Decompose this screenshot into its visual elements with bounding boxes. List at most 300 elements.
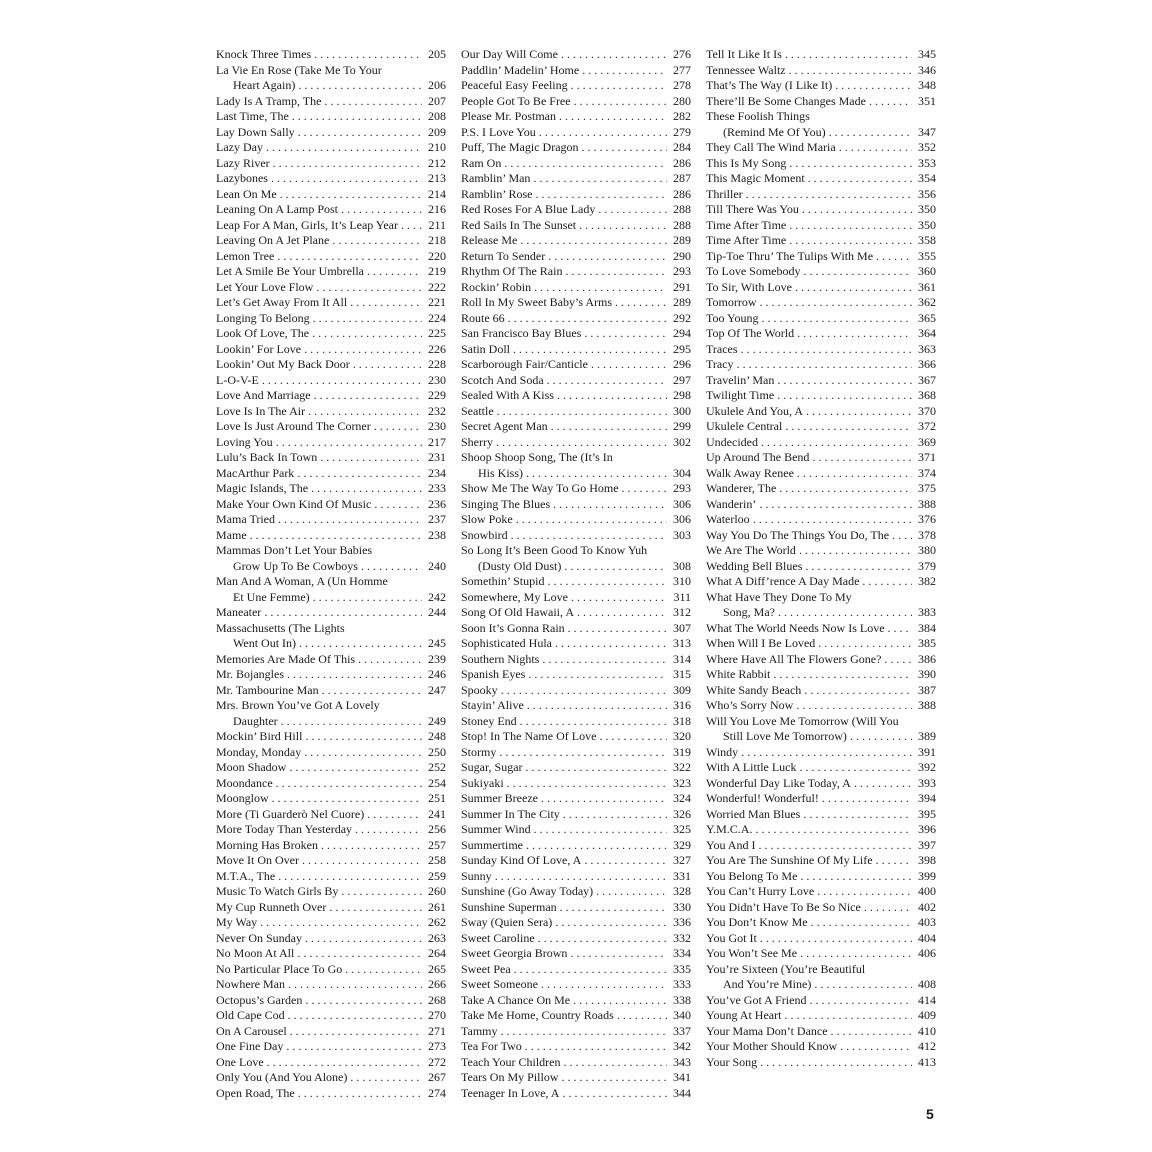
dot-leader [784, 1008, 912, 1024]
index-entry [461, 311, 691, 327]
entry-title-line [216, 605, 446, 621]
entry-page-number: 406 [918, 946, 936, 960]
dot-leader [298, 1086, 422, 1102]
entry-page-number: 413 [918, 1054, 936, 1069]
entry-title: Rockin’ Robin [461, 279, 532, 294]
entry-title-line [216, 125, 446, 141]
index-entry [461, 404, 691, 420]
entry-title: You Don’t Know Me [706, 915, 808, 929]
entry-title-line [706, 590, 936, 606]
dot-leader [313, 590, 422, 606]
dot-leader [299, 636, 422, 652]
entry-page-number: 324 [673, 791, 691, 805]
index-entry [706, 822, 936, 838]
dot-leader [797, 466, 912, 482]
entry-title-line [216, 435, 446, 451]
entry-title-line [216, 311, 446, 327]
entry-title: Scotch And Soda [461, 372, 544, 387]
entry-title-line [216, 1008, 446, 1024]
entry-page-number: 350 [918, 217, 936, 232]
entry-title-line [461, 156, 691, 172]
entry-title: Went Out In) [233, 636, 297, 650]
entry-title-line [216, 171, 446, 187]
index-entry [216, 993, 446, 1009]
entry-title: Satin Doll [461, 341, 511, 356]
entry-title-line [706, 295, 936, 311]
entry-title-line [706, 373, 936, 389]
entry-title-line [216, 977, 446, 993]
entry-title-line [706, 915, 936, 931]
entry-title: Your Mama Don’t Dance [706, 1023, 828, 1038]
index-entry [216, 450, 446, 466]
entry-title-line [461, 280, 691, 296]
index-entry [216, 853, 446, 869]
index-entry [706, 1008, 936, 1024]
entry-page-number: 222 [428, 279, 446, 294]
index-entry [706, 698, 936, 714]
index-entry [706, 295, 936, 311]
dot-leader [367, 264, 422, 280]
index-entry [461, 63, 691, 79]
dot-leader [288, 977, 422, 993]
index-entry [216, 667, 446, 683]
entry-title-continuation [706, 729, 936, 745]
entry-title-line [461, 838, 691, 854]
entry-title-line [461, 264, 691, 280]
dot-leader [298, 78, 422, 94]
index-entry [706, 807, 936, 823]
index-entry [706, 94, 936, 110]
entry-title: Twilight Time [706, 388, 775, 402]
entry-page-number: 323 [673, 775, 691, 790]
entry-title: One Love [216, 1054, 264, 1069]
entry-title: And You’re Mine) [723, 977, 812, 991]
entry-title: Octopus’s Garden [216, 992, 303, 1007]
index-entry [461, 295, 691, 311]
entry-title: Longing To Belong [216, 310, 310, 325]
entry-page-number: 390 [918, 667, 936, 681]
entry-page-number: 214 [428, 186, 446, 201]
entry-page-number: 346 [918, 62, 936, 77]
dot-leader [513, 342, 667, 358]
dot-leader [292, 109, 422, 125]
entry-title: Open Road, The [216, 1085, 295, 1100]
entry-title: Till There Was You [706, 202, 799, 216]
dot-leader [250, 528, 422, 544]
entry-page-number: 384 [918, 620, 936, 635]
index-entry [706, 497, 936, 513]
entry-page-number: 376 [918, 512, 936, 526]
entry-page-number: 362 [918, 295, 936, 309]
entry-title: P.S. I Love You [461, 124, 536, 139]
index-entry [706, 481, 936, 497]
index-entry [706, 419, 936, 435]
entry-title-line [706, 280, 936, 296]
index-entry [461, 667, 691, 683]
entry-page-number: 356 [918, 186, 936, 201]
entry-page-number: 296 [673, 357, 691, 371]
entry-page-number: 298 [673, 388, 691, 402]
entry-title-line [461, 745, 691, 761]
entry-title-line [216, 745, 446, 761]
dot-leader [374, 497, 422, 513]
index-entry [706, 450, 936, 466]
entry-page-number: 306 [673, 496, 691, 511]
entry-page-number: 320 [673, 729, 691, 743]
entry-title: Top Of The World [706, 326, 795, 340]
dot-leader [839, 140, 912, 156]
entry-page-number: 289 [673, 295, 691, 309]
entry-title-line [216, 233, 446, 249]
entry-page-number: 370 [918, 403, 936, 418]
index-entry [461, 884, 691, 900]
entry-title-line [461, 357, 691, 373]
entry-page-number: 228 [428, 357, 446, 371]
dot-leader [760, 1055, 912, 1071]
entry-page-number: 286 [673, 155, 691, 170]
dot-leader [501, 683, 667, 699]
entry-page-number: 213 [428, 171, 446, 185]
entry-title-continuation [216, 559, 446, 575]
index-entry [216, 202, 446, 218]
entry-title-line [461, 171, 691, 187]
entry-page-number: 300 [673, 403, 691, 418]
index-entry [706, 1039, 936, 1055]
entry-title-line [461, 187, 691, 203]
entry-title: You Can’t Hurry Love [706, 884, 815, 898]
index-entry [216, 512, 446, 528]
index-entry [461, 94, 691, 110]
dot-leader [541, 791, 667, 807]
entry-page-number: 292 [673, 310, 691, 325]
entry-title-line [216, 497, 446, 513]
index-entry [216, 1086, 446, 1102]
entry-page-number: 299 [673, 419, 691, 433]
entry-title: Somethin’ Stupid [461, 574, 545, 588]
entry-title: Release Me [461, 233, 518, 247]
entry-title-line [706, 1008, 936, 1024]
entry-page-number: 268 [428, 992, 446, 1007]
index-entry [461, 528, 691, 544]
index-entry [461, 791, 691, 807]
entry-title-line [461, 729, 691, 745]
entry-title-line [461, 1024, 691, 1040]
index-entry [461, 962, 691, 978]
entry-title: Show Me The Way To Go Home [461, 481, 619, 495]
index-entry [706, 931, 936, 947]
entry-page-number: 259 [428, 868, 446, 883]
entry-title: Grow Up To Be Cowboys [233, 558, 358, 573]
entry-title: Tea For Two [461, 1039, 522, 1053]
entry-page-number: 258 [428, 853, 446, 867]
entry-title-line [461, 481, 691, 497]
dot-leader [504, 156, 667, 172]
index-entry [216, 419, 446, 435]
entry-page-number: 211 [428, 217, 446, 232]
entry-page-number: 395 [918, 806, 936, 821]
index-entry [216, 264, 446, 280]
dot-leader [561, 47, 667, 63]
entry-title: Sunday Kind Of Love, A [461, 853, 582, 867]
index-entry [216, 140, 446, 156]
dot-leader [547, 574, 667, 590]
entry-title: Let A Smile Be Your Umbrella [216, 264, 364, 278]
entry-title: La Vie En Rose (Take Me To Your [216, 62, 382, 77]
dot-leader [800, 869, 912, 885]
index-entry [706, 528, 936, 544]
entry-page-number: 412 [918, 1039, 936, 1053]
entry-title: Summer In The City [461, 806, 560, 821]
dot-leader [297, 466, 422, 482]
entry-title: Lulu’s Back In Town [216, 450, 318, 464]
entry-page-number: 307 [673, 620, 691, 635]
entry-title-line [216, 698, 446, 714]
index-entry [216, 1055, 446, 1071]
index-entry [216, 962, 446, 978]
entry-title-line [216, 295, 446, 311]
entry-page-number: 212 [428, 155, 446, 170]
index-entry [706, 714, 936, 745]
dot-leader [278, 869, 422, 885]
index-entry [706, 869, 936, 885]
entry-page-number: 309 [673, 682, 691, 697]
index-entry [461, 605, 691, 621]
entry-page-number: 396 [918, 822, 936, 836]
entry-title-line [216, 202, 446, 218]
entry-title-line [216, 683, 446, 699]
index-entry [461, 140, 691, 156]
entry-title: Sunshine Superman [461, 899, 557, 914]
entry-page-number: 297 [673, 372, 691, 387]
dot-leader [584, 853, 667, 869]
entry-title: Loving You [216, 434, 273, 449]
entry-title-line [461, 1055, 691, 1071]
entry-title: Red Sails In The Sunset [461, 217, 577, 232]
dot-leader [741, 745, 912, 761]
dot-leader [584, 326, 667, 342]
entry-page-number: 251 [428, 791, 446, 805]
entry-title: What Have They Done To My [706, 589, 852, 604]
dot-leader [876, 853, 912, 869]
entry-title: Mockin’ Bird Hill [216, 729, 303, 743]
dot-leader [804, 683, 912, 699]
entry-title: Mama Tried [216, 512, 276, 526]
entry-title: Roll In My Sweet Baby’s Arms [461, 295, 613, 309]
entry-page-number: 410 [918, 1023, 936, 1038]
entry-page-number: 210 [428, 140, 446, 154]
entry-page-number: 380 [918, 543, 936, 557]
dot-leader [573, 993, 667, 1009]
entry-title-line [216, 807, 446, 823]
dot-leader [817, 884, 912, 900]
dot-leader [562, 1086, 667, 1102]
entry-title: You Belong To Me [706, 868, 798, 883]
entry-title-line [706, 171, 936, 187]
entry-page-number: 250 [428, 744, 446, 759]
entry-page-number: 288 [673, 217, 691, 232]
entry-title-line [461, 946, 691, 962]
entry-page-number: 288 [673, 202, 691, 216]
dot-leader [541, 977, 667, 993]
entry-title-line [706, 884, 936, 900]
entry-title: You Are The Sunshine Of My Life [706, 853, 873, 867]
entry-title: Song, Ma? [723, 605, 775, 619]
dot-leader [557, 388, 667, 404]
entry-page-number: 388 [918, 496, 936, 511]
entry-title-line [216, 47, 446, 63]
entry-title-line [706, 1039, 936, 1055]
entry-title-line [461, 109, 691, 125]
dot-leader [324, 94, 422, 110]
dot-leader [773, 667, 912, 683]
dot-leader [760, 931, 912, 947]
entry-page-number: 245 [428, 636, 446, 650]
entry-title-line [706, 993, 936, 1009]
index-entry [216, 977, 446, 993]
index-entry [706, 915, 936, 931]
dot-leader [789, 156, 912, 172]
index-entry [706, 171, 936, 187]
index-entry [706, 652, 936, 668]
dot-leader [539, 125, 667, 141]
entry-page-number: 398 [918, 853, 936, 867]
entry-page-number: 341 [673, 1070, 691, 1084]
index-entry [706, 264, 936, 280]
entry-title: They Call The Wind Maria [706, 140, 836, 154]
entry-title: Let Your Love Flow [216, 279, 314, 294]
dot-leader [534, 280, 667, 296]
entry-title-line [706, 109, 936, 125]
index-entry [461, 497, 691, 513]
index-entry [706, 388, 936, 404]
entry-title: Take Me Home, Country Roads [461, 1008, 614, 1022]
index-entry [216, 931, 446, 947]
index-entry [706, 512, 936, 528]
dot-leader [753, 512, 912, 528]
entry-title: San Francisco Bay Blues [461, 326, 582, 340]
entry-title-line [706, 636, 936, 652]
entry-title-line [216, 373, 446, 389]
entry-title: Time After Time [706, 233, 787, 247]
entry-page-number: 399 [918, 868, 936, 883]
dot-leader [538, 931, 667, 947]
index-entry [706, 853, 936, 869]
entry-page-number: 280 [673, 93, 691, 108]
index-entry [216, 869, 446, 885]
entry-page-number: 291 [673, 279, 691, 294]
dot-leader [345, 962, 422, 978]
dot-leader [800, 946, 912, 962]
dot-leader [808, 171, 912, 187]
entry-page-number: 386 [918, 651, 936, 666]
entry-title-line [461, 776, 691, 792]
dot-leader [547, 373, 667, 389]
entry-page-number: 302 [673, 434, 691, 449]
dot-leader [311, 481, 422, 497]
entry-title-line [461, 915, 691, 931]
dot-leader [811, 915, 912, 931]
dot-leader [785, 419, 912, 435]
entry-page-number: 355 [918, 248, 936, 263]
entry-title: This Magic Moment [706, 171, 805, 185]
entry-title: Lookin’ For Love [216, 341, 302, 356]
index-entry [461, 590, 691, 606]
entry-title-continuation [216, 590, 446, 606]
dot-leader [276, 435, 422, 451]
entry-title-line [461, 450, 691, 466]
entry-title-line [216, 853, 446, 869]
entry-title: Memories Are Made Of This [216, 651, 356, 666]
index-entry [461, 233, 691, 249]
index-entry [706, 1024, 936, 1040]
entry-page-number: 239 [428, 651, 446, 666]
entry-page-number: 234 [428, 465, 446, 480]
dot-leader [535, 187, 667, 203]
entry-page-number: 216 [428, 202, 446, 216]
entry-title-line [216, 915, 446, 931]
dot-leader [305, 993, 422, 1009]
index-entry [216, 280, 446, 296]
dot-leader [320, 450, 422, 466]
index-entry [706, 78, 936, 94]
entry-title-line [216, 1024, 446, 1040]
entry-page-number: 260 [428, 884, 446, 898]
dot-leader [350, 295, 422, 311]
entry-title-line [706, 838, 936, 854]
index-entry [461, 481, 691, 497]
entry-page-number: 328 [673, 884, 691, 898]
entry-page-number: 315 [673, 667, 691, 681]
entry-title: Nowhere Man [216, 977, 285, 991]
entry-title-line [706, 47, 936, 63]
index-entry [461, 652, 691, 668]
index-entry [216, 388, 446, 404]
dot-leader [313, 311, 422, 327]
entry-title: Lean On Me [216, 186, 277, 201]
entry-title: Undecided [706, 434, 758, 449]
index-entry [216, 47, 446, 63]
index-entry [216, 156, 446, 172]
entry-page-number: 361 [918, 279, 936, 294]
entry-title: Lazybones [216, 171, 268, 185]
entry-page-number: 312 [673, 605, 691, 619]
dot-leader [290, 1024, 422, 1040]
entry-title: Man And A Woman, A (Un Homme [216, 574, 388, 588]
dot-leader [528, 667, 667, 683]
entry-title-line [216, 621, 446, 637]
index-entry [706, 435, 936, 451]
entry-title-line [461, 1039, 691, 1055]
entry-title: Travelin’ Man [706, 372, 775, 387]
entry-page-number: 409 [918, 1008, 936, 1022]
index-entry [216, 466, 446, 482]
entry-title: People Got To Be Free [461, 93, 571, 108]
entry-title-line [216, 357, 446, 373]
entry-title: White Rabbit [706, 667, 771, 681]
entry-title-line [706, 156, 936, 172]
dot-leader [358, 652, 422, 668]
dot-leader [551, 419, 667, 435]
entry-title: You’re Sixteen (You’re Beautiful [706, 961, 866, 976]
entry-title-line [216, 946, 446, 962]
dot-leader [262, 373, 422, 389]
dot-leader [568, 621, 667, 637]
index-entry [706, 202, 936, 218]
entry-title: Soon It’s Gonna Rain [461, 620, 565, 635]
index-entry [461, 543, 691, 574]
entry-page-number: 287 [673, 171, 691, 185]
entry-title: Tammy [461, 1023, 498, 1038]
